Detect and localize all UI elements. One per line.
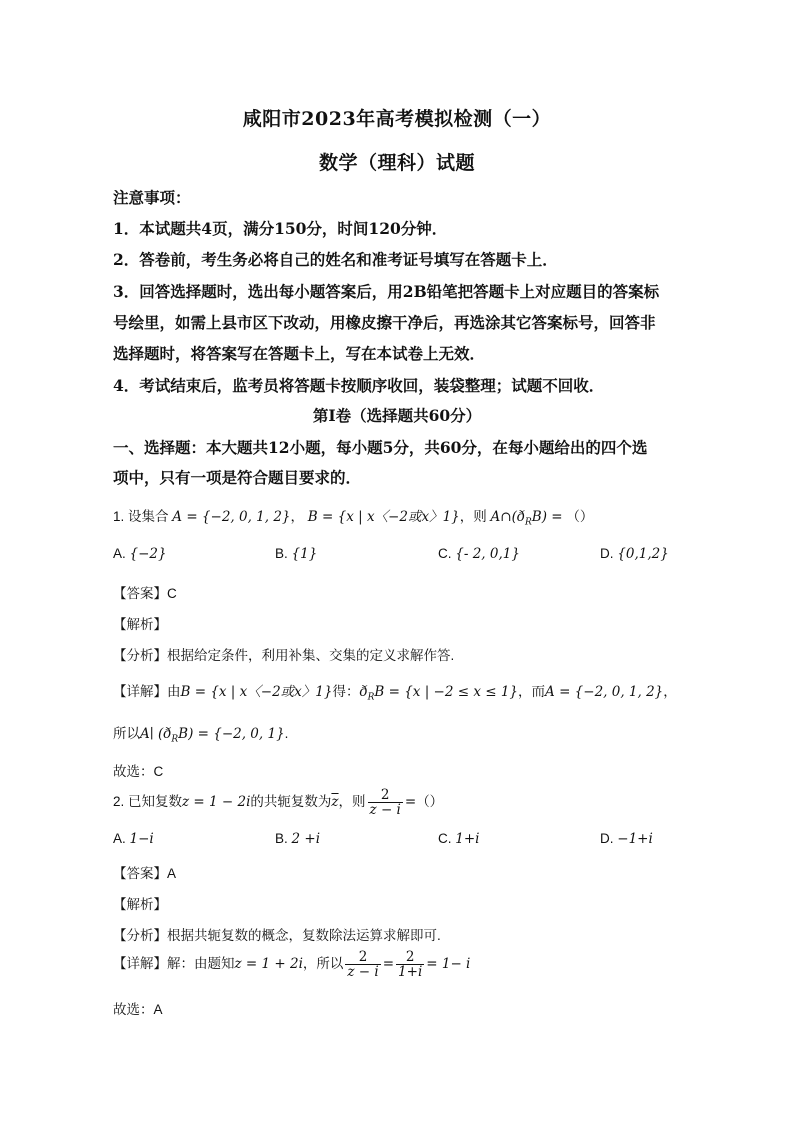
xiangjie-tag: 【详解】 — [113, 956, 167, 972]
text: ， — [663, 684, 677, 699]
q2-z-def: z = 1 − 2i — [182, 794, 251, 811]
q1-xiangjie — [113, 680, 693, 703]
part1-instructions-cont: 项中，只有一项是符合题目要求的． — [113, 468, 362, 487]
q1-option-a — [113, 546, 167, 562]
option-letter: B. — [275, 831, 288, 846]
exam-subtitle: 数学（理科）试题 — [318, 152, 475, 174]
fraction-1 — [345, 950, 380, 979]
notice-3-cont: 号绘里，如需上县市区下改动，用橡皮擦干净后，再选涂其它答案标号，回答非 — [113, 313, 656, 332]
option-letter: C. — [438, 546, 452, 561]
q1-option-c — [438, 546, 520, 562]
math-expr: A∣ (ð — [140, 726, 172, 742]
option-text: {- 2, 0,1} — [455, 546, 520, 562]
text: 解：由题知 — [167, 956, 235, 972]
q1-paren: （） — [566, 509, 594, 524]
part1-instructions: 一、选择题：本大题共12小题，每小题5分，共60分，在每小题给出的四个选 — [113, 438, 648, 457]
notice-2: 2．答卷前，考生务必将自己的姓名和准考证号填写在答题卡上． — [113, 250, 558, 269]
option-text: {−2} — [129, 546, 167, 562]
math-zbar: z = 1 + 2i — [234, 956, 303, 973]
option-letter: D. — [600, 831, 614, 846]
option-text: {0,1,2} — [617, 546, 669, 562]
q1-set-a: A = {−2, 0, 1, 2} — [172, 509, 291, 525]
option-letter: C. — [438, 831, 452, 846]
exam-title: 咸阳市2023年高考模拟检测（一） — [242, 108, 552, 130]
text: . — [284, 726, 289, 741]
option-letter: B. — [275, 546, 288, 561]
q1-expr-sub: R — [525, 517, 532, 528]
option-text: 1−i — [129, 831, 154, 847]
q2-fenxi — [113, 924, 693, 944]
q1-conclusion — [113, 722, 693, 745]
q2-option-d — [600, 831, 653, 847]
math-sub: R — [367, 692, 375, 703]
q2-answer — [113, 862, 693, 882]
fraction-numerator: 2 — [396, 950, 424, 965]
fraction-2 — [396, 950, 424, 979]
math-sub: R — [171, 734, 179, 745]
equals: = — [382, 956, 395, 973]
q2-equals: = — [404, 794, 417, 811]
text: 所以 — [113, 726, 140, 741]
answer-tag: 【答案】 — [113, 586, 167, 601]
notice-4: 4．考试结束后，监考员将答题卡按顺序收回，装袋整理；试题不回收． — [113, 376, 605, 395]
fraction-denominator: z − i — [369, 802, 401, 819]
fraction-numerator: 2 — [345, 950, 380, 965]
fenxi-tag: 【分析】 — [113, 648, 167, 663]
answer-value: A — [167, 866, 177, 881]
math-complement: ð — [359, 684, 368, 700]
option-letter: A. — [113, 831, 126, 846]
text: 得： — [332, 684, 360, 699]
q2-option-b — [275, 831, 320, 847]
answer-value: C — [167, 586, 177, 601]
fenxi-text: 根据给定条件，利用补集、交集的定义求解作答. — [167, 648, 455, 663]
option-text: −1+i — [617, 831, 653, 847]
q1-answer — [113, 582, 693, 602]
q1-expr-end: B) = — [531, 509, 563, 525]
question-1-stem — [113, 505, 693, 528]
option-text: 1+i — [455, 831, 480, 847]
option-letter: D. — [600, 546, 614, 561]
notice-heading: 注意事项： — [113, 188, 191, 207]
q2-paren: （） — [416, 794, 444, 810]
notice-3: 3．回答选择题时，选出每小题答案后，用2B铅笔把答题卡上对应题目的答案标 — [113, 282, 660, 301]
question-2-stem — [113, 788, 693, 817]
notice-3-end: 选择题时，将答案写在答题卡上，写在本试卷上无效． — [113, 344, 486, 363]
xiangjie-tag: 【详解】 — [113, 684, 167, 699]
math-set-a: A = {−2, 0, 1, 2} — [545, 684, 664, 700]
q2-option-c — [438, 831, 479, 847]
option-letter: A. — [113, 546, 126, 561]
q2-mid: 的共轭复数为 — [250, 794, 332, 810]
q2-jiexi: 【解析】 — [113, 897, 167, 912]
math-complement-b: B = {x | −2 ≤ x ≤ 1} — [374, 684, 519, 700]
q2-fraction — [368, 788, 403, 817]
answer-tag: 【答案】 — [113, 866, 167, 881]
q2-option-a — [113, 831, 154, 847]
q1-expr: A∩(ð — [490, 509, 525, 525]
q1-suffix: ，则 — [459, 509, 487, 524]
q1-option-d — [600, 546, 669, 562]
q2-choice: 故选：A — [113, 1002, 163, 1017]
text: ，所以 — [302, 956, 344, 972]
q2-then: ，则 — [338, 794, 366, 810]
fraction-denominator: 1+i — [398, 964, 423, 981]
option-text: {1} — [291, 546, 318, 562]
fenxi-text: 根据共轭复数的概念，复数除法运算求解即可. — [167, 928, 441, 943]
q1-jiexi: 【解析】 — [113, 617, 167, 632]
option-text: 2 +i — [291, 831, 321, 847]
fraction-numerator: 2 — [368, 788, 403, 803]
q1-choice: 故选：C — [113, 764, 164, 779]
q2-zbar: $\overline{z}$ — [331, 794, 339, 811]
notice-1: 1．本试题共4页，满分150分，时间120分钟． — [113, 219, 448, 238]
q1-fenxi — [113, 644, 693, 664]
math-set-b: B = {x | x〈−2或x〉1} — [180, 684, 333, 700]
fraction-denominator: z − i — [347, 964, 379, 981]
section-title: 第Ⅰ卷（选择题共60分） — [312, 406, 482, 425]
q1-comma: ， — [290, 509, 305, 524]
math-result: B) = {−2, 0, 1} — [178, 726, 285, 742]
fenxi-tag: 【分析】 — [113, 928, 167, 943]
math-result: = 1− i — [426, 956, 471, 973]
text: 由 — [167, 684, 181, 699]
q1-option-b — [275, 546, 317, 562]
q1-set-b: B = {x | x〈−2或x〉1} — [307, 509, 460, 525]
q2-prefix: 2. 已知复数 — [113, 794, 183, 810]
text: ，而 — [518, 684, 546, 699]
q1-prefix: 1. 设集合 — [113, 509, 169, 524]
q2-xiangjie — [113, 950, 693, 979]
